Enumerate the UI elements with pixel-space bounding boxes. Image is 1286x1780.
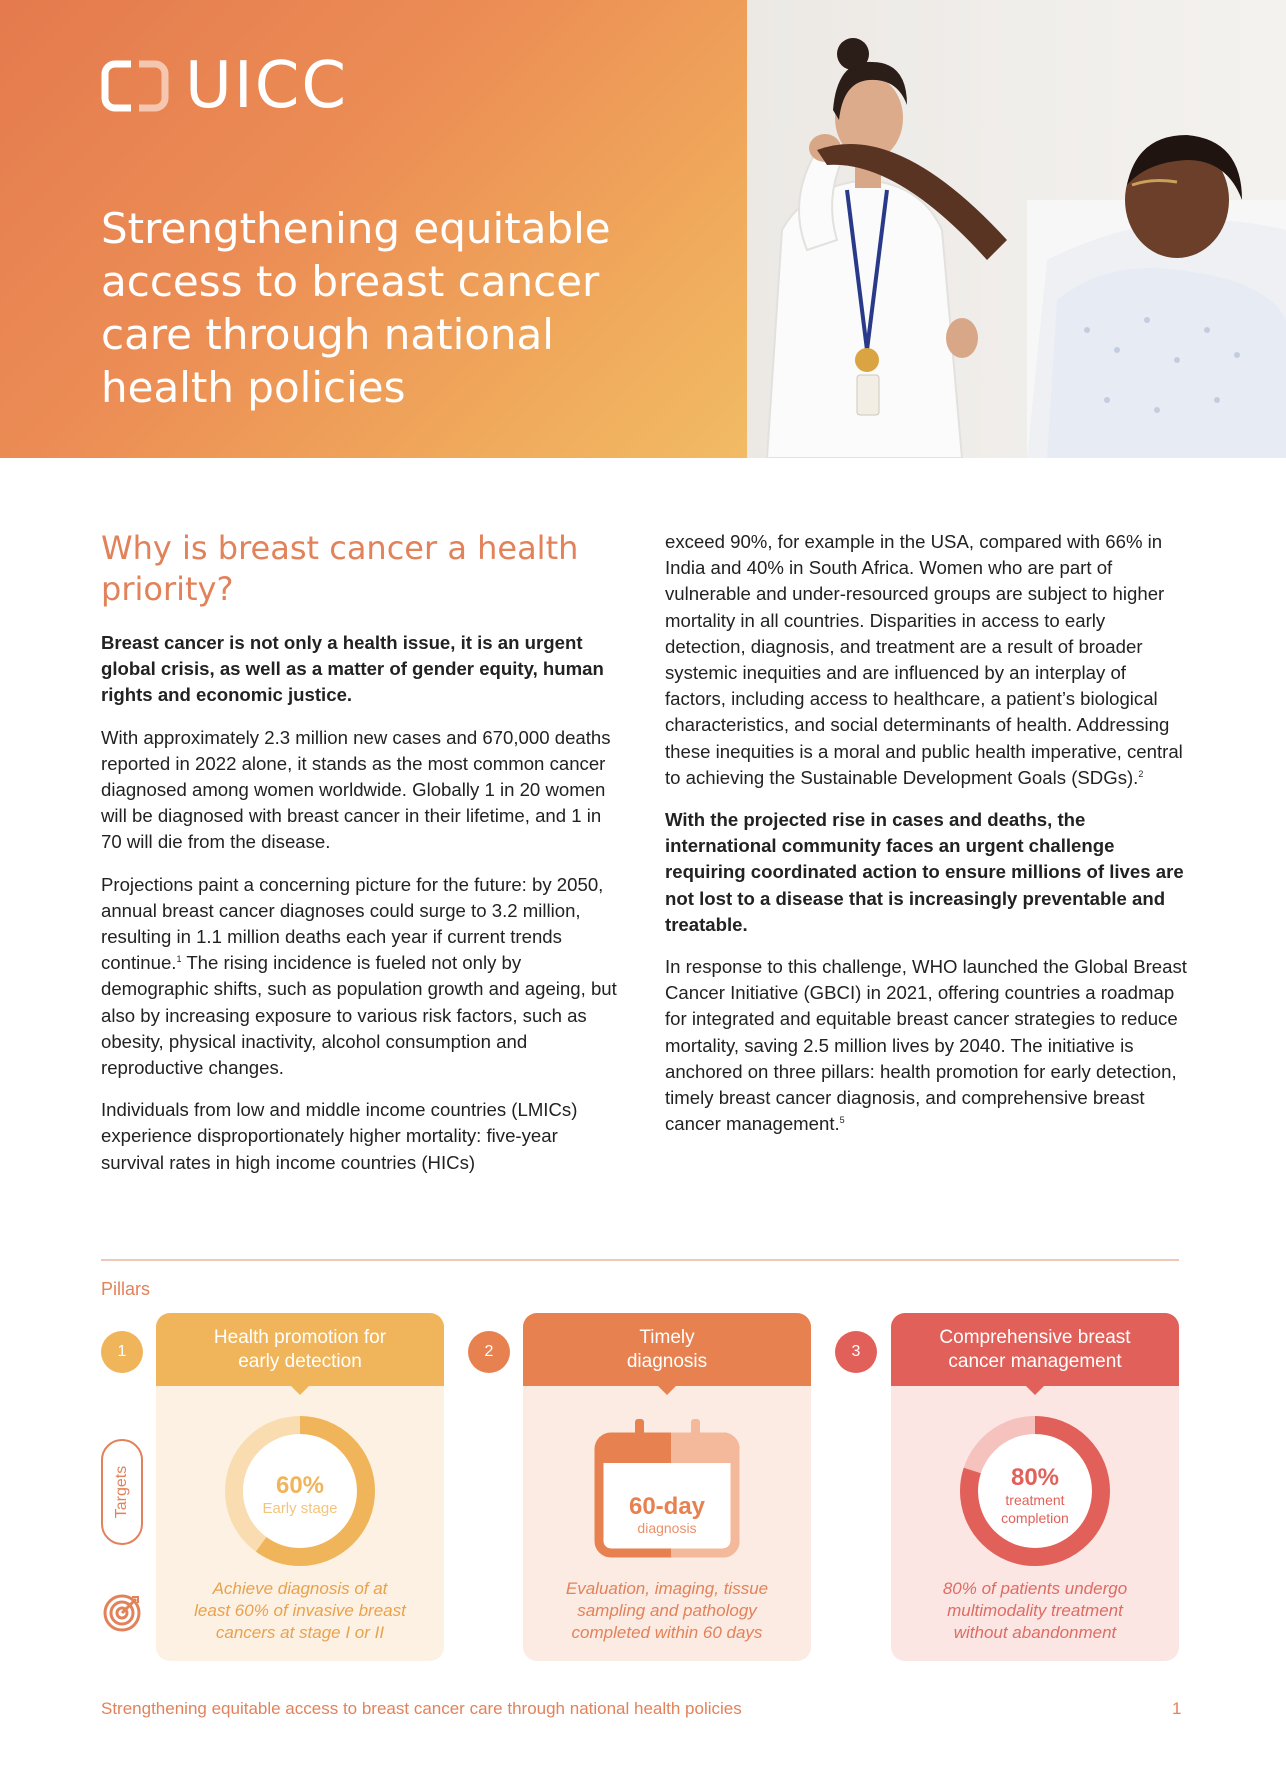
targets-label: Targets: [113, 1465, 130, 1519]
pillar-card-1-header: [156, 1313, 444, 1386]
pillar-card-1-title-line2: early detection: [238, 1350, 362, 1372]
calendar-icon: [523, 1389, 811, 1579]
paragraph-cases: With approximately 2.3 million new cases and 670,000 deaths reported in 2022 alone, it stands as the most common cancer diagnosed among women worldwide. Globally 1 in 20 women will be diagnosed with breast cancer in their lifetime, and 1 in 70 will die from the disease.: [101, 726, 611, 853]
pillar-card-3-desc-line1: 80% of patients undergo: [942, 1579, 1128, 1598]
logo-wordmark: UICC: [185, 49, 349, 123]
paragraph-gbci: [665, 954, 1190, 1137]
pillar-card-2: [523, 1313, 811, 1661]
diagnosis-sublabel: diagnosis: [637, 1520, 697, 1536]
paragraph-projections: [101, 872, 621, 1082]
header-photo: [747, 0, 1286, 458]
targets-label-pill: [101, 1439, 143, 1545]
pillar-card-1-title-line1: Health promotion for: [213, 1326, 387, 1348]
pillar-card-2-desc-line3: completed within 60 days: [571, 1623, 763, 1642]
paragraph-survival: [665, 529, 1190, 791]
pillar-card-3: [891, 1313, 1179, 1661]
pillar-card-2-title-line1: Timely: [639, 1326, 695, 1348]
paragraph-call-to-action: With the projected rise in cases and deaths, the international community faces an urgent challenge requiring coordinated action to ensure millions of lives are not lost to a disease that is increasingly preventable and treatable.: [665, 809, 1184, 935]
paragraph-projections-text-b: The rising incidence is fueled not only by demographic shifts, such as population growth and ageing, but also by increasing exposure to various risk factors, such as obesity, physical inactivity, alcohol consumption and reproductive changes.: [101, 952, 617, 1079]
treatment-sublabel-line2: completion: [1001, 1510, 1069, 1526]
paragraph-survival-text: exceed 90%, for example in the USA, compared with 66% in India and 40% in South Africa. Women who are part of vulnerable and under-resourced groups are subject to higher mortality in all countries. Disparities in access to early detection, diagnosis, and treatment are a result of broader systemic inequities and are influenced by an interplay of factors, including access to healthcare, a patient’s biological characteristics, and social determinants of health. Addressing these inequities is a moral and public health imperative, central to achieving the Sustainable Development Goals (SDGs).: [665, 531, 1183, 788]
reference-5: 5: [839, 1115, 845, 1126]
pillar-number-2: 2: [468, 1331, 510, 1373]
pillars-label: Pillars: [101, 1279, 151, 1299]
pillar-card-3-desc-line2: multimodality treatment: [947, 1601, 1123, 1620]
reference-1: 1: [176, 954, 182, 965]
paragraph-projections-text-a: Projections paint a concerning picture for the future: by 2050, annual breast cancer diagnoses could surge to 3.2 million, resulting in 1.1 million deaths each year if current trends continue.: [101, 873, 604, 974]
right-column: [665, 529, 1190, 1153]
pillar-number-3: 3: [835, 1331, 877, 1373]
uicc-logo-mark-icon: [101, 60, 169, 112]
paragraph-gbci-text: In response to this challenge, WHO launched the Global Breast Cancer Initiative (GBCI) in 2021, offering countries a roadmap for integrated and equitable breast cancer strategies to reduce mortality, saving 2.5 million lives by 2040. The initiative is anchored on three pillars: health promotion for early detection, timely breast cancer diagnosis, and comprehensive breast cancer management.: [665, 956, 1187, 1135]
header: [0, 0, 1286, 458]
pillar-card-1-desc-line2: least 60% of invasive breast: [194, 1601, 406, 1620]
diagnosis-value: 60-day: [628, 1493, 706, 1520]
pillar-card-2-desc-line1: Evaluation, imaging, tissue: [565, 1579, 769, 1598]
footer-title: Strengthening equitable access to breast cancer care through national health policies: [101, 1699, 742, 1718]
pillar-card-3-title-line1: Comprehensive breast: [939, 1326, 1131, 1348]
section-divider: [101, 1259, 1179, 1261]
pillar-card-2-header: [523, 1313, 811, 1386]
pillar-card-1-description: [156, 1578, 444, 1644]
pillar-card-2-title-line2: diagnosis: [626, 1350, 708, 1372]
pillar-card-3-title-line2: cancer management: [948, 1350, 1122, 1372]
target-icon: [102, 1593, 142, 1633]
page-number: 1: [1172, 1699, 1182, 1718]
intro-paragraph: Breast cancer is not only a health issue, it is an urgent global crisis, as well as a matter of gender equity, human rights and economic justice.: [101, 632, 604, 706]
paragraph-lmics: Individuals from low and middle income countries (LMICs) experience disproportionately higher mortality: five-year survival rates in high income countries (HICs): [101, 1099, 578, 1173]
early-stage-value: 60%: [275, 1472, 325, 1499]
early-stage-sublabel: Early stage: [262, 1500, 338, 1517]
treatment-sublabel-line1: treatment: [1005, 1492, 1065, 1508]
early-stage-donut-chart: [156, 1389, 444, 1579]
reference-2: 2: [1138, 768, 1144, 779]
left-column: [101, 528, 621, 1192]
pillar-card-2-desc-line2: sampling and pathology: [577, 1601, 757, 1620]
page-title: Strengthening equitable access to breast cancer care through national health policies: [101, 204, 611, 412]
section-title: Why is breast cancer a health priority?: [101, 529, 579, 608]
pillar-card-1: [156, 1313, 444, 1661]
pillar-card-1-desc-line3: cancers at stage I or II: [215, 1623, 385, 1642]
pillar-card-3-desc-line3: without abandonment: [953, 1623, 1117, 1642]
pillar-card-3-header: [891, 1313, 1179, 1386]
treatment-value: 80%: [1010, 1464, 1060, 1491]
uicc-logo: [101, 49, 349, 123]
pillar-card-2-description: [523, 1578, 811, 1644]
pillar-card-1-desc-line1: Achieve diagnosis of at: [212, 1579, 388, 1598]
pillar-number-1: 1: [101, 1331, 143, 1373]
doctor-patient-illustration: [747, 0, 1286, 458]
pillar-card-3-description: [891, 1578, 1179, 1644]
treatment-completion-donut-chart: [891, 1389, 1179, 1579]
